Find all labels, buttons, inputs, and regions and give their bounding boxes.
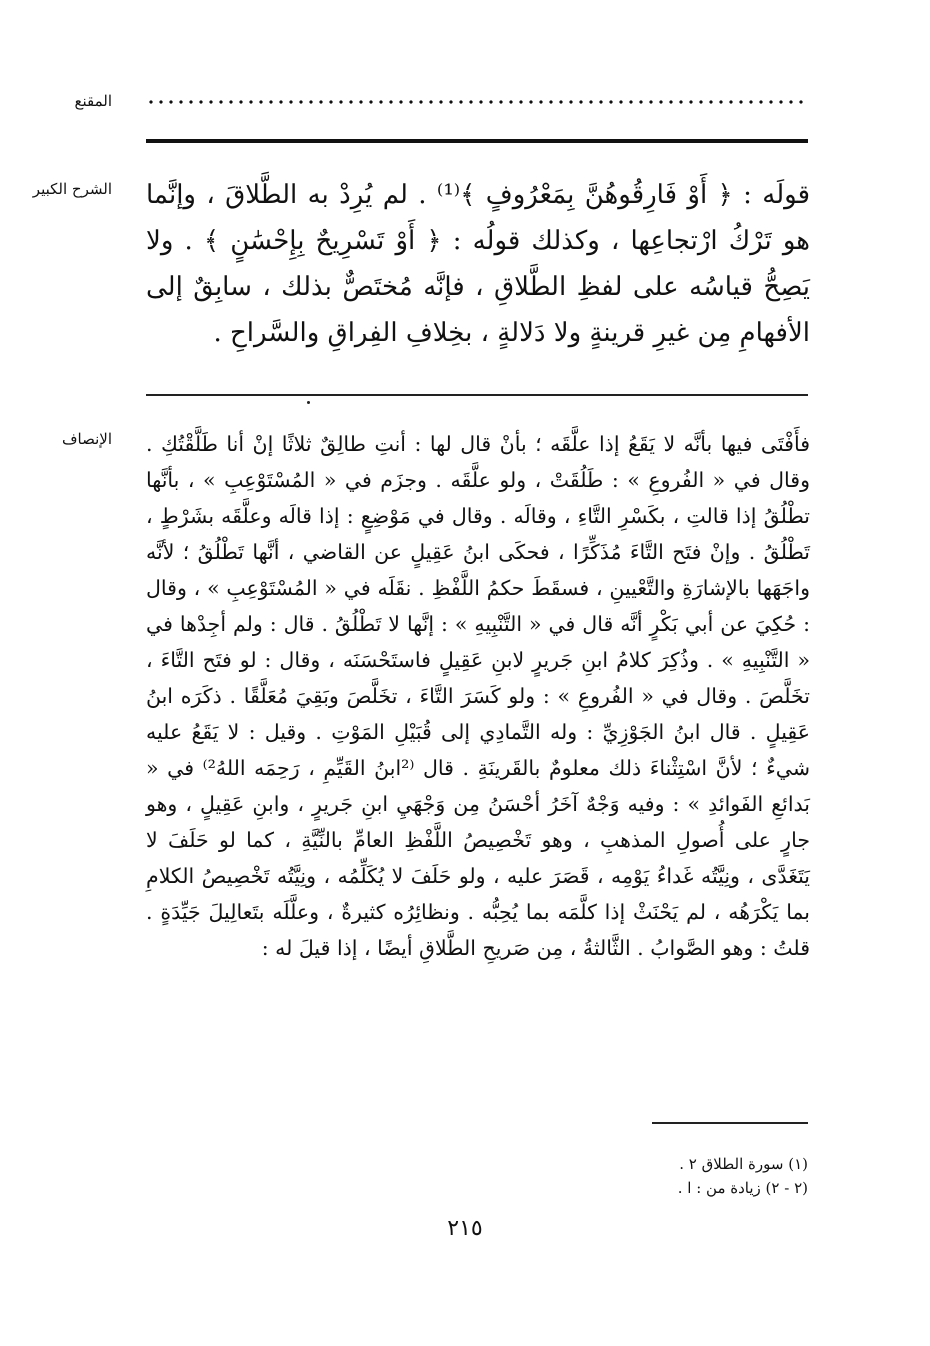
header-dotted-line [146, 98, 808, 106]
footnote-2: (٢ - ٢) زيادة من : ا . [677, 1179, 808, 1197]
insaf-text-block [146, 426, 810, 966]
insaf-paragraph: فأَفْتَى فيها بأنَّه لا يَقَعُ إذا علَّقَه ؛ بأنْ قال لها : أنتِ طالِقٌ ثلاثًا إنْ أنا طَلَّقْتُكِ . وقال في « الفُروعِ » : طَلُقَتْ ، ولو علَّقَه . وجزَم في « المُسْتَوْعِبِ » ، بأنَّها تطْلُقُ إذا قالتِ ، بكَسْرِ التَّاءِ ، وقالَه . وقال في مَوْضِعٍ : إذا قالَه وعلَّقَه بشَرْطٍ ، تَطْلُقُ . وإنْ فتَح التَّاءَ مُذَكِّرًا ، فحكَى ابنُ عَقِيلٍ عن القاضي ، أنَّها تَطْلُقُ ؛ لأنَّه واجَهَها بالإشارَةِ والتَّعْيينِ ، فسقَطَ حكمُ اللَّفْظِ . نقَلَه في « المُسْتَوْعِبِ » ، وقال : حُكِيَ عن أبي بَكْرٍ أنَّه قال في « التَّنْبِيهِ » : إنَّها لا تَطْلُقُ . قال : ولم أجِدْها في « التَّنْبِيهِ » . وذُكِرَ كلامُ ابنِ جَريرٍ لابنِ عَقِيلٍ فاستَحْسَنَه ، وقال : لو فتَح التَّاءَ ، تخَلَّصَ . وقال في « الفُروعِ » : ولو كَسَرَ التَّاءَ ، تخَلَّصَ وبَقِيَ مُعَلَّقًا . ذكَرَه ابنُ عَقِيلٍ . قال ابنُ الجَوْزِيِّ : وله التَّمادِي إلى قُبَيْلِ المَوْتِ . وقيل : لا يَقَعُ عليه شيءٌ ؛ لأنَّ اسْتِثْناءَ ذلك معلومٌ بالقَرينَةِ . قال ⁽²ابنُ القَيِّمِ ، رَحِمَه اللهُ²⁾ في « بَدائعِ الفَوائدِ » : وفيه وَجْهٌ آخَرُ أحْسَنُ مِن وَجْهَيِ ابنِ جَريرٍ ، وابنِ عَقِيلٍ ، وهو جارٍ على أُصولِ المذهبِ ، وهو تَخْصِيصُ اللَّفْظِ العامِّ بالنِّيَّةِ ، كما لو حَلَفَ لا يَتَغَدَّى ، ونِيَّتُه غَداءُ يَوْمِه ، قَصَرَ عليه ، ولو حَلَفَ لا يُكَلِّمُه ، ونِيَّتُه تَخْصِيصُ الكلامِ بما يَكْرَهُه ، لم يَحْنَثْ إذا كلَّمَه بما يُحِبُّه . ونظائِرُه كثيرةٌ ، وعلَّلَه بتَعالِيلَ جَيِّدَةٍ . قلتُ : وهو الصَّوابُ . الثَّالثةُ ، مِن صَريحِ الطَّلاقِ أيضًا ، إذا قيلَ له : [146, 432, 810, 960]
header-rule [146, 139, 808, 143]
footnotes [500, 1152, 808, 1200]
footnote-rule [652, 1122, 808, 1124]
section-label-insaf: الإنصاف [61, 430, 112, 448]
footnote-1: (١) سورة الطلاق ٢ . [679, 1155, 808, 1173]
sharh-text-block [146, 172, 810, 356]
sharh-paragraph: قولَه : ﴿ أَوْ فَارِقُوهُنَّ بِمَعْرُوفٍ ﴾⁽¹⁾ . لم يُرِدْ به الطَّلاقَ ، وإنَّما هو تَرْكُ ارْتجاعِها ، وكذلك قولُه : ﴿ أَوْ تَسْرِيحٌ بِإِحْسَٰنٍ ﴾ . ولا يَصِحُّ قياسُه على لفظِ الطَّلاقِ ، فإنَّه مُختَصٌّ بذلك ، سابِقٌ إلى الأفهامِ مِن غيرِ قرينةٍ ولا دَلالةٍ ، بخِلافِ الفِراقِ والسَّراحِ . [146, 180, 810, 348]
divider-dot [307, 401, 310, 404]
section-divider [146, 394, 808, 396]
book-title: المقنع [74, 92, 112, 110]
section-label-sharh: الشرح الكبير [32, 180, 112, 198]
page-number: ٢١٥ [447, 1216, 483, 1241]
